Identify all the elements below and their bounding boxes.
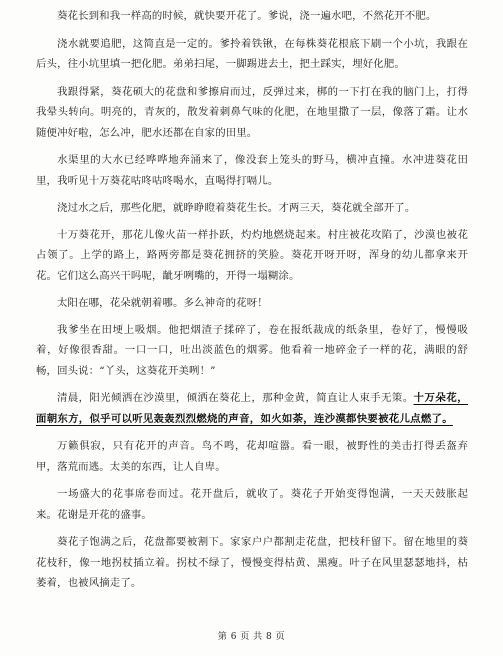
paragraph-12: 葵花子饱满之后，花盘都要被割下。家家户户都割走花盘，把枝秆留下。留在地里的葵花枝秆，像一地拐杖插立着。拐杖不绿了，慢慢变得枯黄、黑瘦。叶子在风里瑟瑟地抖，枯萎着，也被风摘走了。 [36,536,468,589]
underlined-handwritten-text: 十万朵花，面朝东方，似乎可以听见轰轰烈烈燃烧的声音，如火如荼，连沙漠都快要被花儿点燃了。 [36,392,469,425]
paragraph-2: 浇水就要追肥，这简直是一定的。爹拎着铁锹，在每株葵花根底下刷一个小坑，我跟在后头，往小坑里填一把化肥。弟弟扫尾，一脚踢进去土，把土踩实，埋好化肥。 [36,37,468,70]
paragraph-1: 葵花长到和我一样高的时候，就快要开花了。爹说，浇一遍水吧，不然花开不肥。 [57,10,437,22]
paragraph-3: 我跟得紧，葵花硕大的花盘和爹擦肩而过，反弹过来，梆的一下打在我的脑门上，打得我晕头转向。明亮的，青灰的，散发着刺鼻气味的化肥，在地里撒了一层，像落了霜。让水随便冲好啦，怎么冲，肥水还都在自家的田里。 [36,85,468,139]
paragraph-9 [36,388,468,429]
paragraph-11: 一场盛大的花事席卷而过。花开盘后，就收了。葵花子开始变得饱满，一天天鼓胀起来。花谢是开花的盛事。 [36,488,468,521]
paragraph-5: 浇过水之后，那些化肥，就睁睁瞪着葵花生长。才两三天，葵花就全部开了。 [57,202,416,214]
paragraph-8: 我爹坐在田埂上吸烟。他把烟渣子揉碎了，卷在报纸裁成的纸条里，卷好了，慢慢吸着，好像很香甜。一口一口，吐出淡蓝色的烟雾。他看着一地碎金子一样的花，满眼的舒畅，回头说：“丫头，这葵花开美咧！” [36,323,468,377]
paragraph-10: 万籁俱寂，只有花开的声音。鸟不鸣，花却喧嚣。看一眼，被野性的美击打得丢盔弃甲，落荒而逃。太美的东西，让人自卑。 [36,440,468,473]
page-number-footer: 第 6 页 共 8 页 [217,632,286,642]
paragraph-4: 水渠里的大水已经哗哗地奔涌来了，像没套上笼头的野马，横冲直撞。水冲进葵花田里，我听见十万葵花咕咚咕咚喝水，直喝得打嗝儿。 [36,154,468,187]
paragraph-7: 太阳在哪，花朵就朝着哪。多么神奇的花呀！ [57,297,268,309]
paragraph-9-printed-text: 清晨，阳光倾洒在沙漠里，倾洒在葵花上，那种金黄，简直让人束手无策。 [57,392,414,404]
article-body [36,6,468,601]
paragraph-6: 十万葵花开，那花儿像火苗一样扑跃，灼灼地燃烧起来。村庄被花攻陷了，沙漠也被花占领了。上学的路上，路两旁都是葵花拥挤的笑脸。葵花开呀开呀，浑身的幼儿都拿来开花。它们这么高兴干吗呢，龇牙咧嘴的，开得一塌糊涂。 [36,228,468,282]
